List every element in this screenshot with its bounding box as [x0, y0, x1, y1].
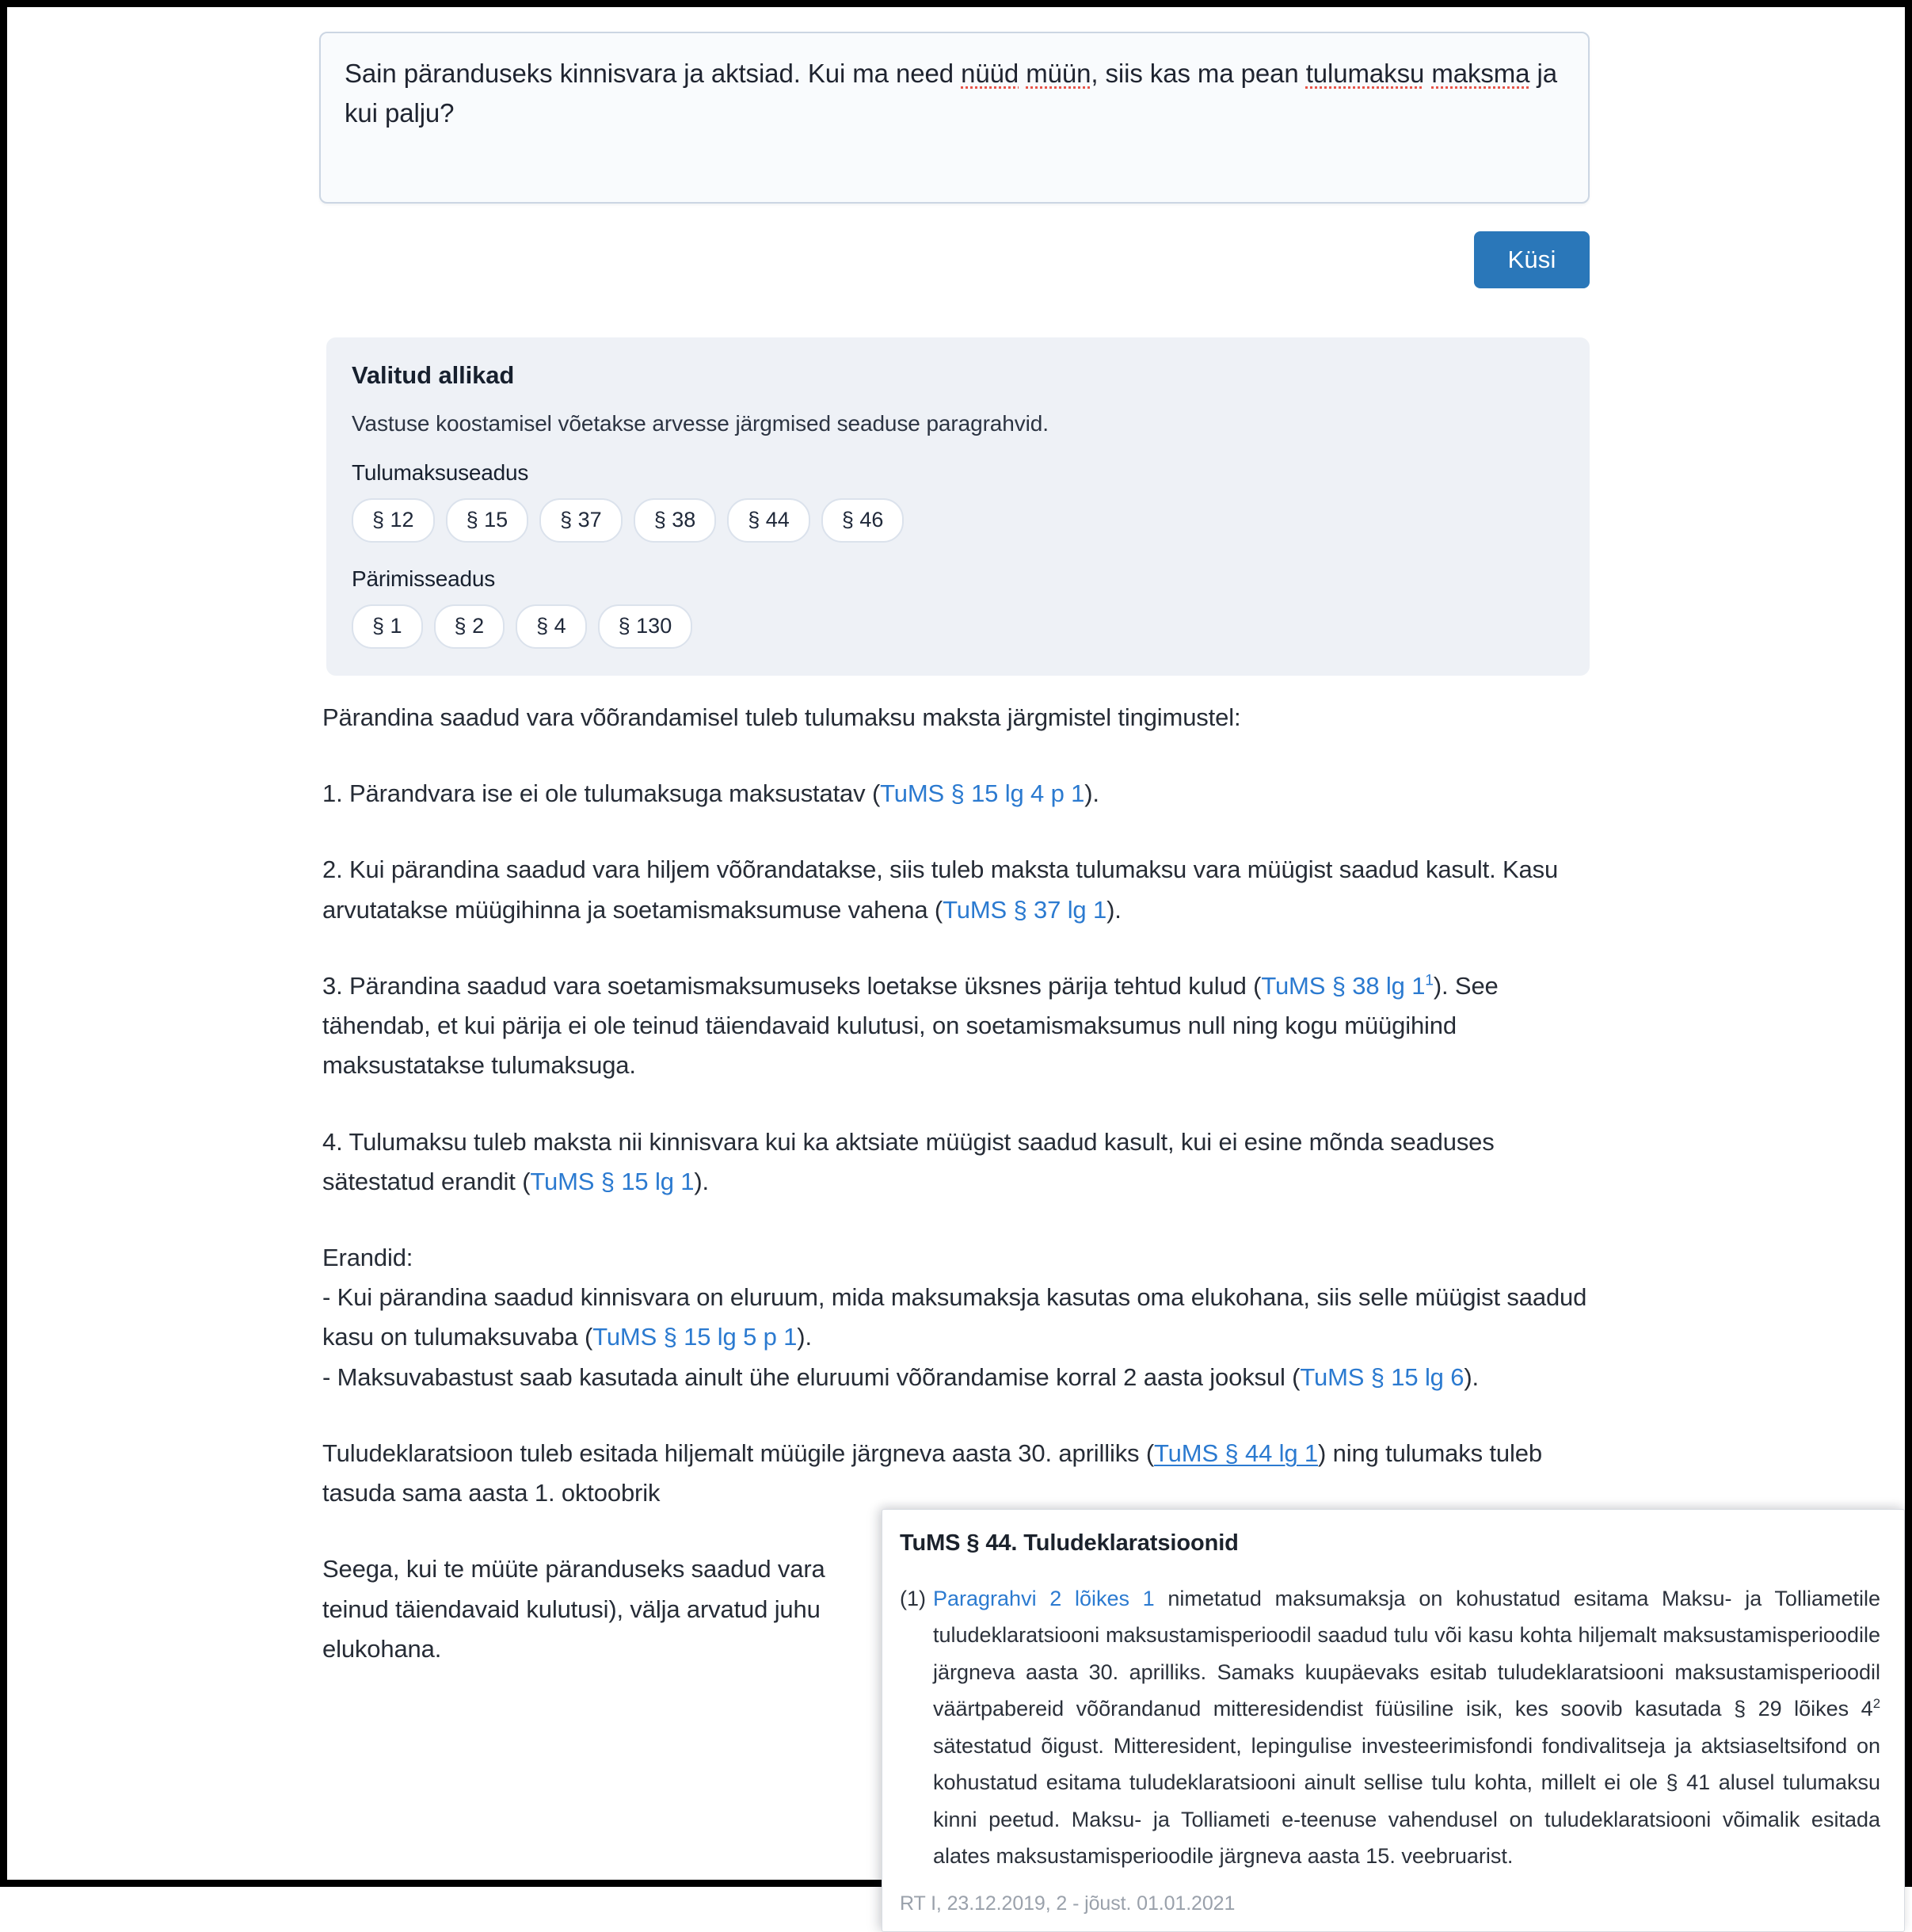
exception-item-2 — [322, 1358, 1598, 1397]
source-chip[interactable]: § 2 — [434, 604, 505, 649]
answer-conclusion-line-1: Seega, kui te müüte päranduseks saadud vara — [322, 1555, 825, 1583]
source-chip[interactable]: § 1 — [352, 604, 423, 649]
reference-link-superscript: 1 — [1425, 972, 1434, 989]
exception-1-text-a: - Kui pärandina saadud kinnisvara on eluruum, mida maksumaksja kasutas oma elukohana, siis selle müügist saadud kasu on tulumaksuvaba ( — [322, 1283, 1587, 1351]
tooltip-clause-text-a: nimetatud maksumaksja on kohustatud esitama Maksu- ja Tolliametile tuludeklaratsiooni maksustamisperioodil saadud tulu või kasu kohta hiljemalt maksustamisperioodile järgneva aasta 30. aprilliks. Samaks kuupäevaks esitab tuludeklaratsiooni maksustamisperioodil väärtpabereid võõrandanud mitteresidendist füüsiline isik, kes soovib kasutada § 29 lõikes 4 — [933, 1587, 1880, 1721]
spellcheck-word-tulumaksu: tulumaksu — [1305, 59, 1425, 88]
sources-subtitle: Vastuse koostamisel võetakse arvesse järgmised seaduse paragrahvid. — [352, 411, 1049, 436]
answer-item-2-text-a: 2. Kui pärandina saadud vara hiljem võõrandatakse, siis tuleb maksta tulumaksu vara müügist saadud kasult. Kasu arvutatakse müügihinna ja soetamismaksumuse vahena ( — [322, 855, 1559, 924]
tooltip-clause — [900, 1580, 1880, 1875]
question-text-part2: , siis kas ma pean — [1091, 59, 1306, 88]
reference-link-tums-38-lg1-1[interactable] — [1261, 972, 1434, 1000]
reference-link-main-text: TuMS § 38 lg 1 — [1261, 971, 1426, 1000]
source-chip[interactable]: § 15 — [446, 498, 529, 543]
tooltip-inner-reference-link[interactable]: Paragrahvi 2 lõikes 1 — [933, 1587, 1155, 1610]
spellcheck-word-muun: müün — [1026, 59, 1091, 88]
question-text-space1 — [1019, 59, 1026, 88]
answer-item-1 — [322, 774, 1598, 814]
tooltip-title: TuMS § 44. Tuludeklaratsioonid — [900, 1530, 1239, 1556]
answer-item-3-text-a: 3. Pärandina saadud vara soetamismaksumuseks loetakse üksnes pärija tehtud kulud ( — [322, 971, 1262, 1000]
answer-item-2 — [322, 850, 1598, 929]
source-chip[interactable]: § 12 — [352, 498, 435, 543]
reference-link-tums-15-lg5-p1[interactable]: TuMS § 15 lg 5 p 1 — [592, 1323, 798, 1351]
question-text-line2: ja kui palju? — [345, 59, 1557, 128]
exceptions-title: Erandid: — [322, 1243, 413, 1271]
answer-conclusion-line-3: elukohana. — [322, 1634, 442, 1663]
source-chip[interactable]: § 130 — [598, 604, 693, 649]
source-chip[interactable]: § 46 — [821, 498, 905, 543]
source-act-name-0: Tulumaksuseadus — [352, 460, 529, 485]
answer-deadline-paragraph — [322, 1434, 1598, 1513]
exception-item-1 — [322, 1278, 1598, 1357]
reference-link-tums-37-lg1[interactable]: TuMS § 37 lg 1 — [943, 895, 1107, 924]
sources-title: Valitud allikad — [352, 361, 515, 389]
source-chip-row-0 — [352, 498, 1564, 543]
question-text-space2 — [1424, 59, 1431, 88]
source-chip[interactable]: § 38 — [634, 498, 717, 543]
exception-1-text-b: ). — [797, 1323, 812, 1351]
reference-link-tums-15-lg1[interactable]: TuMS § 15 lg 1 — [530, 1167, 695, 1195]
deadline-text-a: Tuludeklaratsioon tuleb esitada hiljemalt müügile järgneva aasta 30. aprilliks ( — [322, 1439, 1155, 1467]
question-text-part: Sain päranduseks kinnisvara ja aktsiad. Kui ma need — [345, 59, 962, 88]
app-viewport — [7, 7, 1905, 1915]
spellcheck-word-nuud: nüüd — [961, 59, 1019, 88]
spellcheck-word-maksma: maksma — [1431, 59, 1530, 88]
tooltip-footer-citation: RT I, 23.12.2019, 2 - jõust. 01.01.2021 — [900, 1892, 1236, 1915]
ask-button-row — [319, 231, 1590, 288]
tooltip-clause-superscript: 2 — [1872, 1696, 1880, 1712]
exception-2-text-b: ). — [1464, 1362, 1479, 1391]
deadline-text-b: ) ning tulumaks tuleb tasuda sama aasta 1. oktoobrik — [322, 1439, 1542, 1507]
question-input[interactable] — [319, 32, 1590, 204]
source-act-name-1: Pärimisseadus — [352, 566, 496, 591]
answer-item-1-text-b: ). — [1084, 779, 1099, 808]
tooltip-clause-text-b: sätestatud õigust. Mitteresident, lepingulise investeerimisfondi fondivalitseja ja aktsiaseltsifond on kohustatud esitama tuludeklaratsiooni ainult sellise tulu kohta, millelt ei ole § 41 alusel tulumaksu kinni peetud. Maksu- ja Tolliameti e-teenuse vahendusel on tuludeklaratsiooni võimalik esitada alates maksustamisperioodile järgneva aasta 15. veebruarist. — [933, 1733, 1880, 1869]
answer-item-2-text-b: ). — [1106, 895, 1122, 924]
ask-button[interactable]: Küsi — [1474, 231, 1590, 288]
reference-link-tums-15-lg4-p1[interactable]: TuMS § 15 lg 4 p 1 — [880, 779, 1085, 808]
answer-item-4-text-b: ). — [694, 1167, 709, 1195]
source-chip[interactable]: § 4 — [516, 604, 587, 649]
reference-link-tums-15-lg6[interactable]: TuMS § 15 lg 6 — [1300, 1362, 1464, 1391]
answer-conclusion-line-2: teinud täiendavaid kulutusi), välja arvatud juhu — [322, 1595, 821, 1623]
source-chip-row-1 — [352, 604, 1564, 649]
law-reference-tooltip — [882, 1509, 1905, 1932]
exception-2-text-a: - Maksuvabastust saab kasutada ainult ühe eluruumi võõrandamise korral 2 aasta jooksul ( — [322, 1362, 1301, 1391]
tooltip-clause-text — [933, 1580, 1880, 1875]
answer-item-4-text-a: 4. Tulumaksu tuleb maksta nii kinnisvara kui ka aktsiate müügist saadud kasult, kui ei esine mõnda seaduses sätestatud erandit ( — [322, 1127, 1495, 1195]
tooltip-clause-number: (1) — [900, 1587, 926, 1610]
source-chip[interactable]: § 37 — [539, 498, 623, 543]
selected-sources-panel — [326, 337, 1590, 676]
answer-item-1-text-a: 1. Pärandvara ise ei ole tulumaksuga maksustatav ( — [322, 779, 881, 808]
answer-item-3-text-b: ). See tähendab, et kui pärija ei ole teinud täiendavaid kulutusi, on soetamismaksumus null ning kogu müügihind maksustatakse tulumaksuga. — [322, 971, 1499, 1080]
reference-link-tums-44-lg1[interactable]: TuMS § 44 lg 1 — [1154, 1439, 1319, 1467]
answer-item-3 — [322, 966, 1598, 1086]
answer-item-4 — [322, 1122, 1598, 1202]
answer-intro: Pärandina saadud vara võõrandamisel tuleb tulumaksu maksta järgmistel tingimustel: — [322, 703, 1241, 731]
source-chip[interactable]: § 44 — [727, 498, 810, 543]
